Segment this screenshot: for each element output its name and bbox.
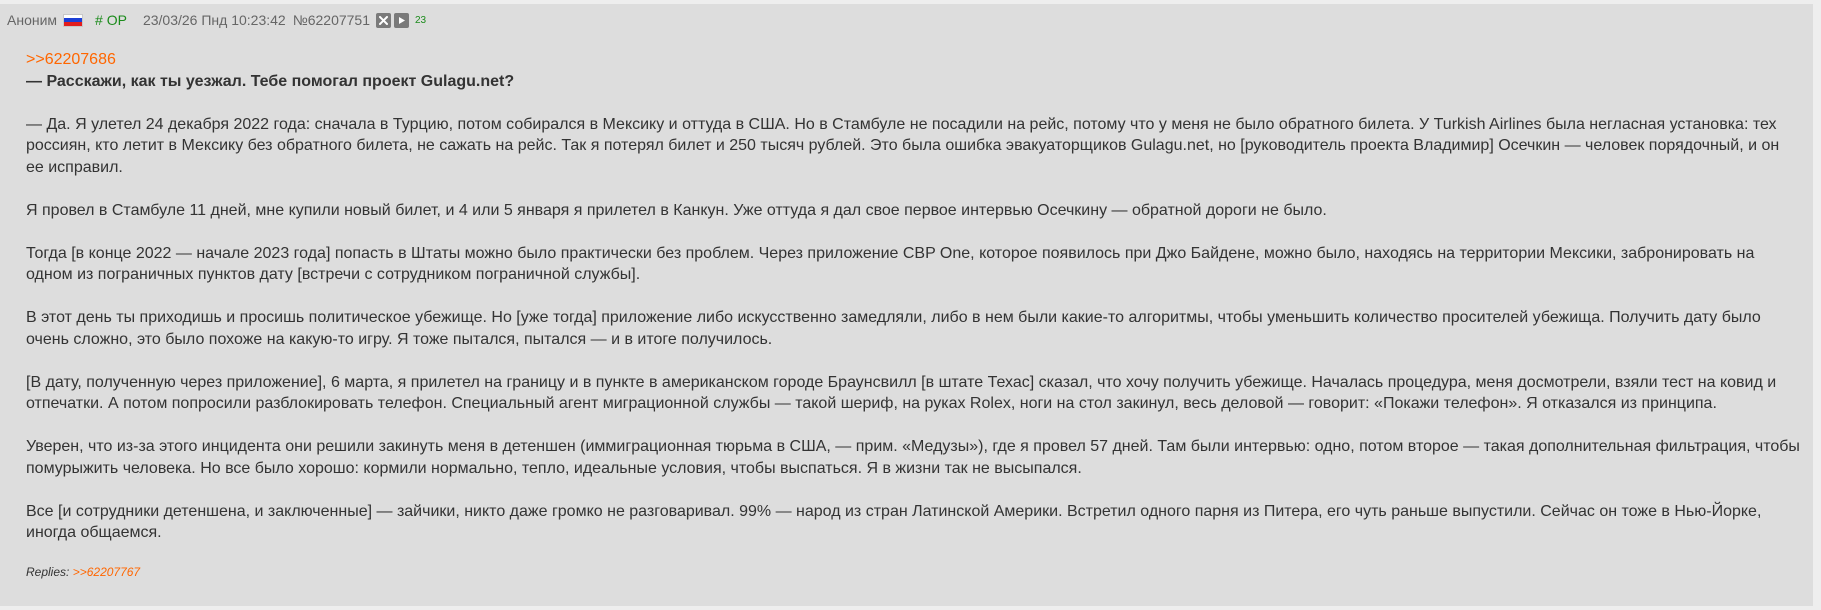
russia-flag-icon (63, 14, 83, 27)
expand-post-icon[interactable] (394, 13, 409, 28)
op-label: # OP (95, 12, 127, 28)
paragraph: В этот день ты приходишь и просишь политическое убежище. Но [уже тогда] приложение либо искусственно замедляли, либо в нем были какие-то алгоритмы, чтобы уменьшить количество просителей убежища. Получить дату было очень сложно, это было похоже на какую-то игру. Я тоже пытался, пытался — и в итоге получилось. (26, 309, 1761, 348)
hide-post-icon[interactable] (376, 13, 391, 28)
poster-name: Аноним (7, 12, 58, 28)
paragraph: Я провел в Стамбуле 11 дней, мне купили новый билет, и 4 или 5 января я прилетел в Канкун. Уже оттуда я дал свое первое интервью Осечкину — обратной дороги не было. (26, 201, 1327, 219)
question-text: — Расскажи, как ты уезжал. Тебе помогал проект Gulagu.net? (26, 72, 515, 90)
replies-label: Replies: (26, 564, 70, 579)
reply-backlink[interactable]: >>62207767 (72, 564, 141, 579)
paragraph: Тогда [в конце 2022 — начале 2023 года] попасть в Штаты можно было практически без проблем. Через приложение CBP One, которое появилось при Джо Байдене, можно было, находясь на территории Мексики, забронировать на одном из пограничных пунктов дату [встречи с сотрудником пограничной службы]. (26, 244, 1755, 283)
post (0, 4, 1813, 606)
paragraph: [В дату, полученную через приложение], 6 марта, я прилетел на границу и в пункте в американском городе Браунсвилл [в штате Техас] сказал, что хочу получить убежище. Началась процедура, меня досмотрели, взяли тест на ковид и отпечатки. А потом попросили разблокировать телефон. Специальный агент миграционной службы — такой шериф, на руках Rolex, ноги на стол закинул, весь деловой — говорит: «Покажи телефон». Я отказался из принципа. (26, 373, 1777, 412)
post-counter: 23 (415, 15, 427, 26)
paragraph: — Да. Я улетел 24 декабря 2022 года: сначала в Турцию, потом собирался в Мексику и оттуда в США. Но в Стамбуле не посадили на рейс, потому что у меня не было обратного билета. У Turkish Airlines была негласная установка: тех россиян, кто летит в Мексику без обратного билета, не сажать на рейс. Так я потерял билет и 250 тысяч рублей. Это была ошибка эвакуаторщиков Gulagu.net, но [руководитель проекта Владимир] Осечкин — человек порядочный, и он ее исправил. (26, 115, 1780, 176)
post-details (7, 11, 1813, 29)
play-icon (397, 16, 406, 25)
post-number-link[interactable]: №62207751 (292, 12, 370, 28)
post-body (26, 49, 1801, 544)
post-datetime: 23/03/26 Пнд 10:23:42 (142, 12, 286, 28)
replies (26, 564, 1813, 580)
paragraph: Уверен, что из-за этого инцидента они решили закинуть меня в детеншен (иммиграционная тюрьма в США, — прим. «Медузы»), где я провел 57 дней. Там были интервью: одно, потом второе — такая дополнительная фильтрация, чтобы помурыжить человека. Но все было хорошо: кормили нормально, тепло, идеальные условия, чтобы выспаться. Я в жизни так не высыпался. (26, 438, 1800, 477)
close-icon (379, 16, 388, 25)
paragraph: Все [и сотрудники детеншена, и заключенные] — зайчики, никто даже громко не разговаривал. 99% — народ из стран Латинской Америки. Встретил одного парня из Питера, его чуть раньше выпустили. Сейчас он тоже в Нью-Йорке, иногда общаемся. (26, 502, 1762, 541)
reply-link[interactable]: >>62207686 (26, 51, 116, 68)
